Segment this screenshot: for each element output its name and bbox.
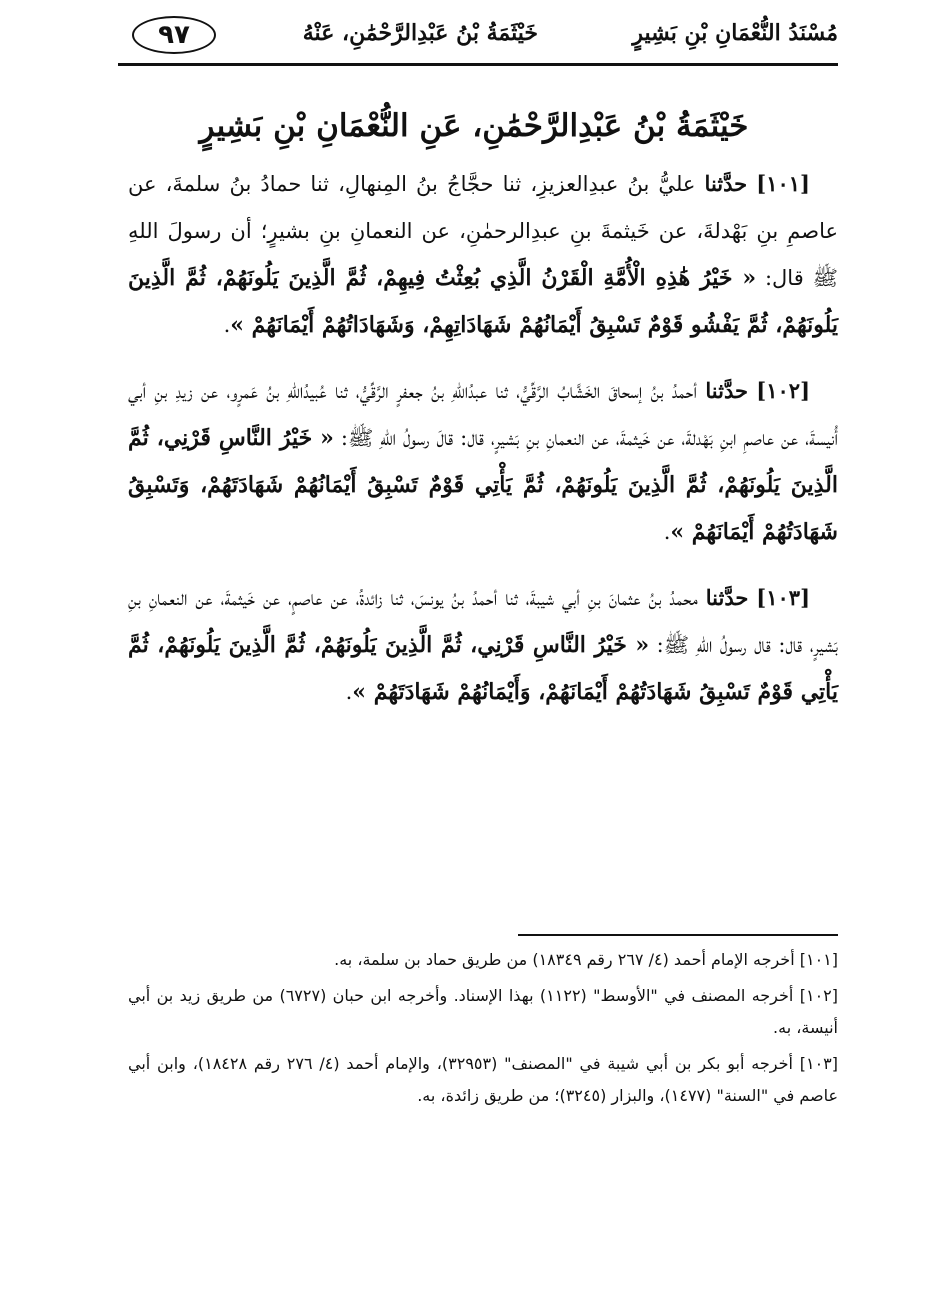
hadith-102 — [128, 367, 838, 556]
footnote-103: [١٠٣] أخرجه أبو بكر بن أبي شيبة في "المصنف" (٣٢٩٥٣)، والإمام أحمد (٤/ ٢٧٦ رقم ١٨٤٢٨)، وابن أبي عاصم في "السنة" (١٤٧٧)، والبزار (٣٢٤٥)؛ من طريق زائدة، به. — [128, 1054, 839, 1105]
header-divider — [118, 63, 838, 66]
page-number: ٩٧ — [132, 16, 216, 54]
hadith-end: . — [223, 313, 231, 337]
haddathana-word: حدَّثنا — [704, 171, 748, 196]
hadith-number: [١٠٢] — [756, 378, 810, 403]
page-header — [118, 6, 838, 60]
hadith-matn: « خَيْرُ النَّاسِ قَرْنِي، ثُمَّ الَّذِينَ يَلُونَهُمْ، ثُمَّ الَّذِينَ يَلُونَهُمْ، ثُمَّ يَأْتِي قَوْمٌ تَسْبِقُ شَهَادَتُهُمْ أَيْمَانَهُمْ، وَأَيْمَانُهُمْ شَهَادَتَهُمْ » — [128, 632, 838, 705]
footnotes — [128, 944, 838, 1116]
hadith-isnad: أحمدُ بنُ إسحاقَ الخَشَّابُ الرَّقِّيُّ، ثنا عبدُاللهِ بنُ جعفرٍ الرَّقِّيُّ، ثنا عُبيدُاللهِ بنُ عَمرٍو، عن زيدِ بنِ أبي أُنيسةَ، عن عاصمِ ابنِ بَهْدلةَ، عن خَيثمةَ، عن النعمانِ بنِ بَشيرٍ، قال: قالَ رسولُ اللهِ ﷺ: — [128, 379, 839, 450]
hadith-isnad: عليُّ بنُ عبدِالعزيزِ، ثنا حجَّاجُ بنُ المِنهالِ، ثنا حمادُ بنُ سلمةَ، عن عاصمِ بنِ بَهْدلةَ، عن خَيثمةَ بنِ عبدِالرحمٰنِ، عن النعمانِ بنِ بشيرٍ؛ أن رسولَ اللهِ ﷺ قال: — [128, 172, 839, 290]
running-title: مُسْنَدُ النُّعْمَانِ بْنِ بَشِيرٍ — [632, 20, 838, 46]
haddathana-word: حدَّثنا — [705, 585, 749, 610]
hadith-isnad: محمدُ بنُ عثمانَ بنِ أبي شيبةَ، ثنا أحمدُ بنُ يونسَ، ثنا زائدةُ، عن عاصمٍ، عن خَيثمةَ، عن النعمانِ بنِ بَشيرٍ، قال: قال رسولُ اللهِ ﷺ: — [128, 586, 838, 657]
hadith-101 — [128, 160, 838, 349]
footnote-101: [١٠١] أخرجه الإمام أحمد (٤/ ٢٦٧ رقم ١٨٣٤٩) من طريق حماد بن سلمة، به. — [334, 950, 838, 969]
hadith-body — [128, 160, 838, 734]
hadith-matn: « خَيْرُ هَٰذِهِ الْأُمَّةِ الْقَرْنُ الَّذِي بُعِثْتُ فِيهِمْ، ثُمَّ الَّذِينَ يَلُونَهُمْ، ثُمَّ الَّذِينَ يَلُونَهُمْ، ثُمَّ يَفْشُو قَوْمٌ تَسْبِقُ أَيْمَانُهُمْ شَهَادَاتِهِمْ، وَشَهَادَاتُهُمْ أَيْمَانَهُمْ » — [128, 265, 838, 338]
chapter-title: خَيْثَمَةُ بْنُ عَبْدِالرَّحْمَٰنِ، عَنِ النُّعْمَانِ بْنِ بَشِيرٍ — [199, 108, 749, 144]
header-section-title: خَيْثَمَةُ بْنُ عَبْدِالرَّحْمَٰنِ، عَنْهُ — [302, 20, 538, 46]
haddathana-word: حدَّثنا — [705, 378, 748, 403]
footnote-divider — [518, 934, 838, 936]
hadith-matn: « خَيْرُ النَّاسِ قَرْنِي، ثُمَّ الَّذِينَ يَلُونَهُمْ، ثُمَّ الَّذِينَ يَلُونَهُمْ، ثُمَّ يَأْتِي قَوْمٌ تَسْبِقُ أَيْمَانُهُمْ شَهَادَتَهُمْ، وَتَسْبِقُ شَهَادَتُهُمْ أَيْمَانَهُمْ » — [128, 425, 838, 545]
hadith-end: . — [345, 680, 353, 704]
hadith-103 — [128, 574, 838, 716]
hadith-end: . — [663, 520, 671, 544]
hadith-number: [١٠٣] — [756, 585, 810, 610]
footnote-102: [١٠٢] أخرجه المصنف في "الأوسط" (١١٢٢) بهذا الإسناد. وأخرجه ابن حبان (٦٧٢٧) من طريق زيد بن أبي أنيسة، به. — [128, 986, 838, 1037]
hadith-number: [١٠١] — [756, 171, 810, 196]
